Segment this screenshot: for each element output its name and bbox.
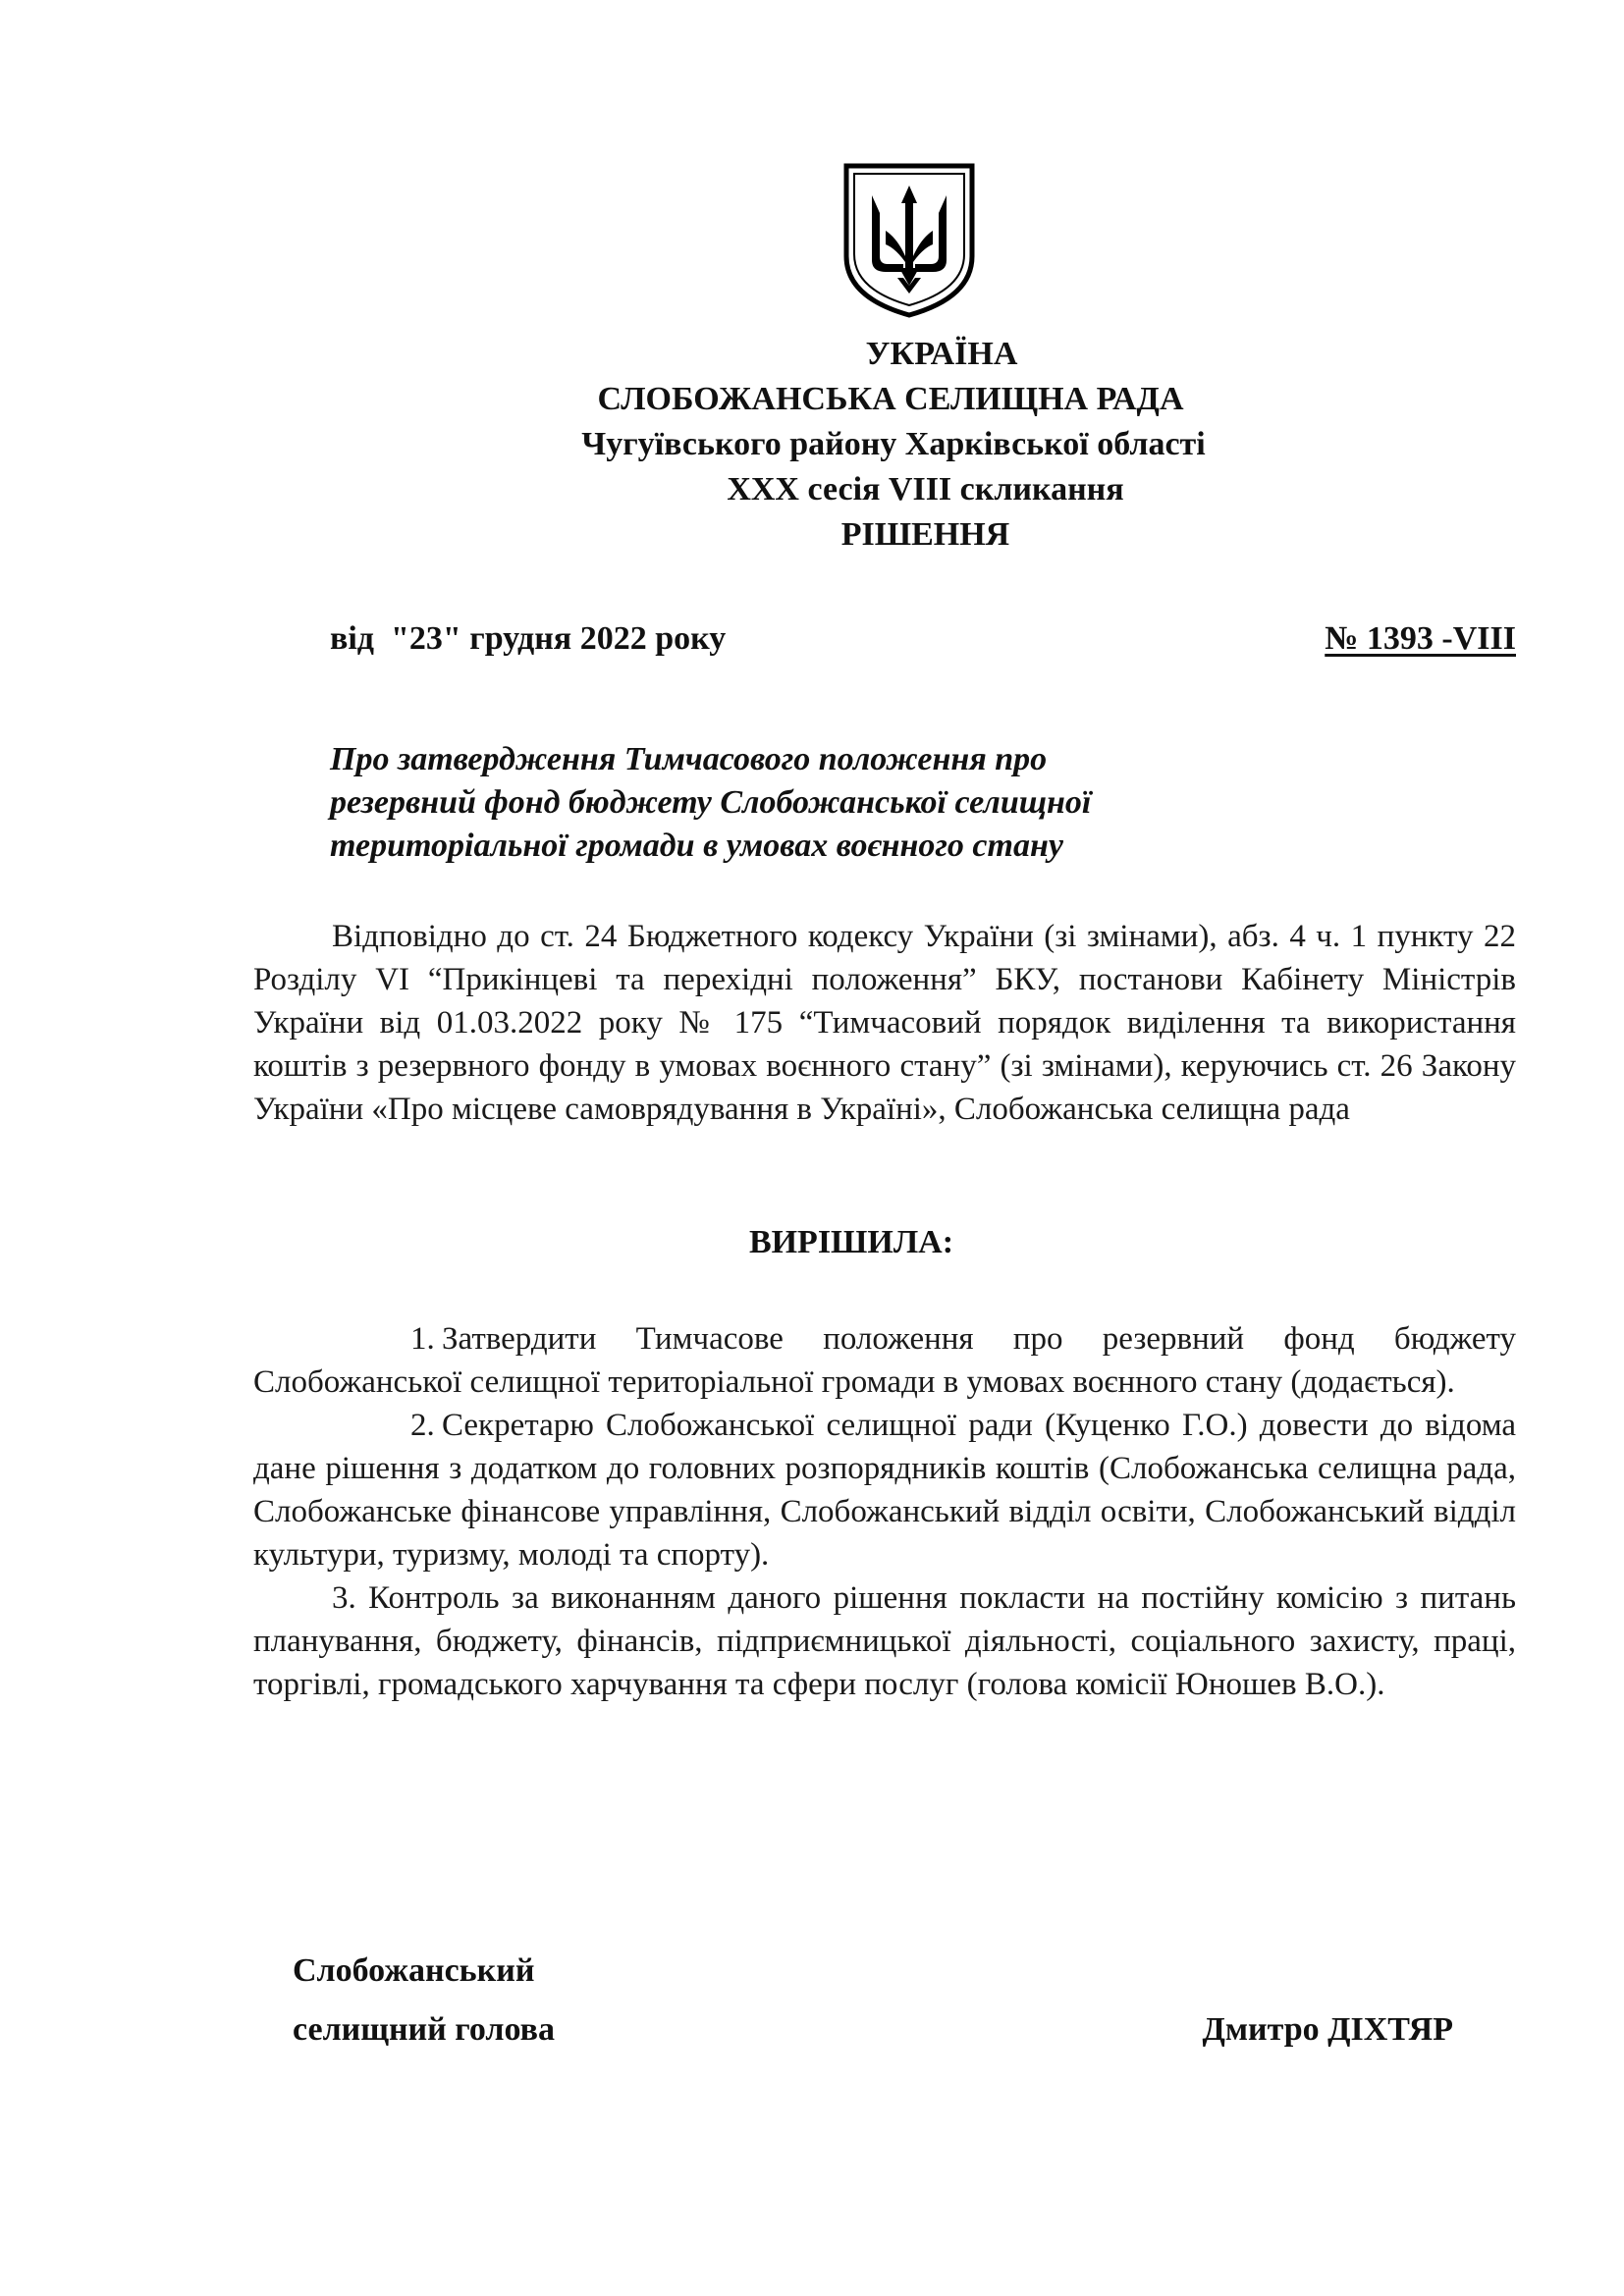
title-line: територіальної громади в умовах воєнного стану (330, 828, 1063, 864)
preamble (253, 915, 1516, 1131)
item-text: Секретарю Слобожанської селищної ради (Куценко Г.О.) довести до відома дане рішення з додатком до головних розпорядників коштів (Слобожанська селищна рада, Слобожанське фінансове управління, Слобожанський відділ освіти, Слобожанський відділ культури, туризму, молоді та спорту). (253, 1408, 1516, 1573)
region-name: Чугуївського району Харківської області (581, 426, 1206, 462)
decision-items (253, 1317, 1516, 1706)
decision-item (253, 1317, 1516, 1404)
signatory-name: Дмитро ДІХТЯР (1202, 2011, 1453, 2048)
session-info: XXX сесія VIII скликання (727, 471, 1124, 507)
position-line: Слобожанський (293, 1952, 535, 1989)
country-name: УКРАЇНА (865, 336, 1018, 372)
item-number: 2. (410, 1408, 435, 1443)
document-type: РІШЕННЯ (840, 516, 1010, 553)
document-header (511, 332, 1296, 558)
decision-date: від "23" грудня 2022 року (330, 620, 727, 657)
council-name: СЛОБОЖАНСЬКА СЕЛИЩНА РАДА (597, 381, 1184, 417)
item-text: Затвердити Тимчасове положення про резервний фонд бюджету Слобожанської селищної територіальної громади в умовах воєнного стану (додається). (253, 1321, 1516, 1400)
item-number: 1. (410, 1321, 435, 1357)
preamble-text: Відповідно до ст. 24 Бюджетного кодексу України (зі змінами), абз. 4 ч. 1 пункту 22 Розділу VI “Прикінцеві та перехідні положення” БКУ, постанови Кабінету Міністрів України від 01.03.2022 року № 175 “Тимчасовий порядок виділення та використання коштів з резервного фонду в умовах воєнного стану” (зі змінами), керуючись ст. 26 Закону України «Про місцеве самоврядування в Україні», Слобожанська селищна рада (253, 919, 1516, 1127)
title-line: резервний фонд бюджету Слобожанської селищної (330, 784, 1092, 821)
signatory-position (293, 1942, 555, 2059)
decision-number: № 1393 -VIII (1325, 620, 1516, 657)
position-line: селищний голова (293, 2011, 555, 2048)
item-text: 3. Контроль за виконанням даного рішення покласти на постійну комісію з питань планування, бюджету, фінансів, підприємницької діяльності, соціального захисту, праці, торгівлі, громадського харчування та сфери послуг (голова комісії Юношев В.О.). (253, 1580, 1516, 1702)
decided-heading: ВИРІШИЛА: (748, 1224, 954, 1260)
trident-coat-of-arms-icon (842, 162, 976, 319)
title-line: Про затвердження Тимчасового положення про (330, 741, 1048, 777)
decision-item (253, 1404, 1516, 1576)
decision-item (253, 1576, 1516, 1706)
decision-title (330, 738, 1312, 868)
